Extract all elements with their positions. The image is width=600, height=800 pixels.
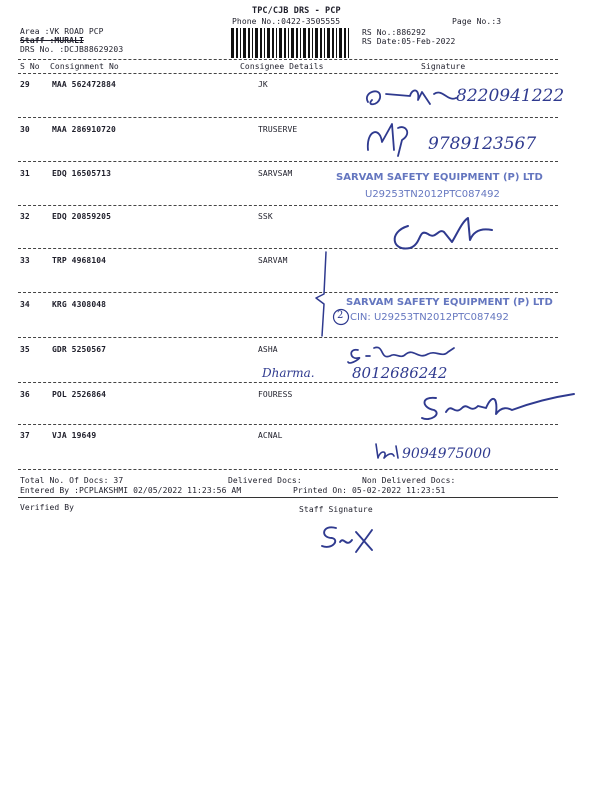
row-consignee: JK — [258, 80, 268, 89]
row-divider — [18, 469, 558, 470]
row37-phone: 9094975000 — [402, 446, 492, 462]
rs-date: RS Date:05-Feb-2022 — [362, 37, 456, 46]
row-consignee: SSK — [258, 212, 273, 221]
drs-number: DRS No. :DCJB88629203 — [20, 45, 124, 54]
row-sno: 34 — [20, 300, 30, 309]
staff-label: Staff :MURALI — [20, 36, 84, 45]
signature-row30 — [362, 120, 422, 160]
row-consignee: ACNAL — [258, 431, 283, 440]
row-consignment: MAA 286910720 — [52, 125, 116, 134]
row-sno: 29 — [20, 80, 30, 89]
bracket-mark — [308, 248, 338, 340]
printed-on: Printed On: 05-02-2022 11:23:51 — [293, 486, 446, 495]
col-signature: Signature — [421, 62, 466, 71]
row-consignee: SARVAM — [258, 256, 288, 265]
row-sno: 30 — [20, 125, 30, 134]
signature-row29 — [360, 84, 460, 114]
row-consignee: FOURESS — [258, 390, 293, 399]
company-stamp-cin: CIN: U29253TN2012PTC087492 — [350, 312, 509, 323]
row-consignment: EDQ 20859205 — [52, 212, 111, 221]
signature-row37 — [372, 440, 402, 466]
company-stamp: SARVAM SAFETY EQUIPMENT (P) LTD — [346, 297, 553, 308]
row-sno: 32 — [20, 212, 30, 221]
row-consignee: ASHA — [258, 345, 278, 354]
row-consignment: EDQ 16505713 — [52, 169, 111, 178]
col-consignment: Consignment No — [50, 62, 119, 71]
circled-number: 2 — [337, 310, 344, 321]
report-title: TPC/CJB DRS - PCP — [252, 6, 341, 16]
row-sno: 37 — [20, 431, 30, 440]
staff-signature-label: Staff Signature — [299, 505, 373, 514]
row-sno: 31 — [20, 169, 30, 178]
row35-name: Dharma. — [262, 366, 315, 380]
divider — [18, 73, 558, 74]
row-divider — [18, 205, 558, 206]
row-consignment: KRG 4308048 — [52, 300, 107, 309]
row-consignee: TRUSERVE — [258, 125, 298, 134]
row-sno: 36 — [20, 390, 30, 399]
divider — [18, 59, 558, 60]
delivered-docs: Delivered Docs: — [228, 476, 302, 485]
row-divider — [18, 117, 558, 118]
row-divider — [18, 382, 558, 383]
verified-by: Verified By — [20, 503, 75, 512]
row29-phone: 8220941222 — [456, 86, 565, 106]
row-sno: 33 — [20, 256, 30, 265]
company-stamp: SARVAM SAFETY EQUIPMENT (P) LTD — [336, 172, 543, 183]
phone-number: Phone No.:0422-3505555 — [232, 17, 341, 26]
footer-divider — [18, 497, 558, 498]
col-consignee: Consignee Details — [240, 62, 324, 71]
row-divider — [18, 161, 558, 162]
row-sno: 35 — [20, 345, 30, 354]
row-consignment: GDR 5250567 — [52, 345, 107, 354]
page-number: Page No.:3 — [452, 17, 502, 26]
signature-row32 — [388, 208, 498, 256]
col-sno: S No — [20, 62, 40, 71]
signature-row36 — [418, 388, 578, 428]
row-consignment: VJA 19649 — [52, 431, 97, 440]
row-divider — [18, 292, 558, 293]
rs-number: RS No.:886292 — [362, 28, 426, 37]
entered-by: Entered By :PCPLAKSHMI 02/05/2022 11:23:56 AM — [20, 486, 242, 495]
staff-signature — [318, 518, 382, 558]
row-consignment: POL 2526864 — [52, 390, 107, 399]
row-consignment: MAA 562472884 — [52, 80, 116, 89]
row-divider — [18, 337, 558, 338]
row-consignment: TRP 4968104 — [52, 256, 107, 265]
row35-phone: 8012686242 — [352, 364, 448, 382]
non-delivered-docs: Non Delivered Docs: — [362, 476, 456, 485]
area-label: Area :VK ROAD PCP — [20, 27, 104, 36]
company-stamp-cin: U29253TN2012PTC087492 — [365, 189, 500, 200]
barcode — [230, 28, 353, 58]
row-consignee: SARVSAM — [258, 169, 293, 178]
row30-phone: 9789123567 — [428, 134, 537, 154]
total-docs: Total No. Of Docs: 37 — [20, 476, 124, 485]
